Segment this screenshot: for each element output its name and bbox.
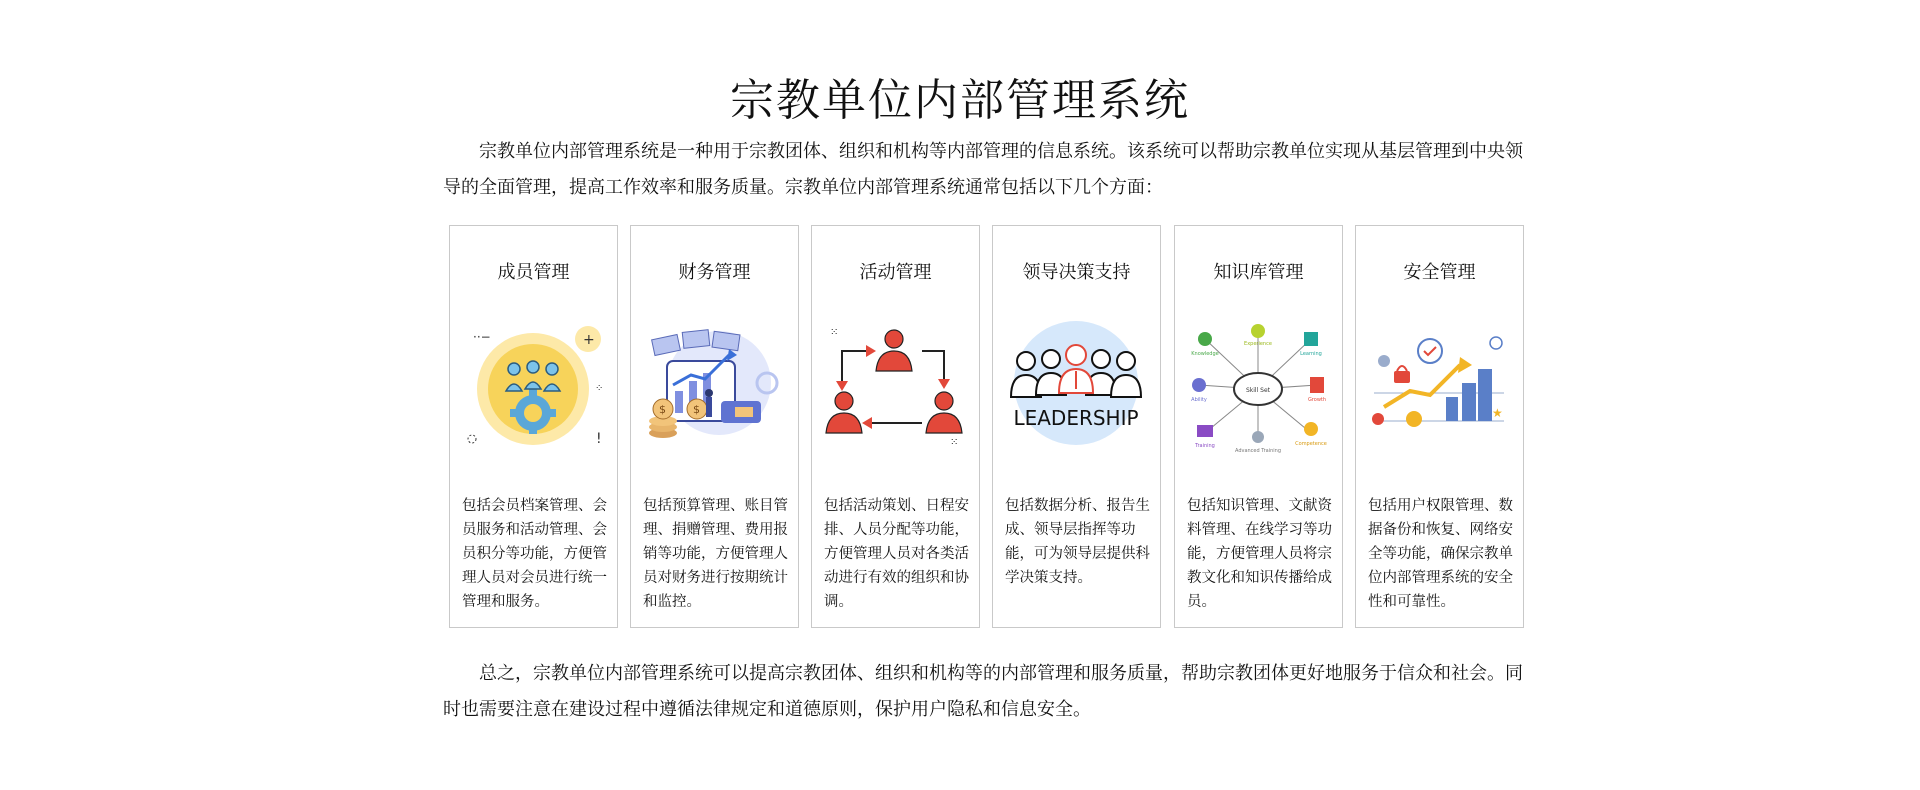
- svg-text:!: !: [596, 431, 602, 447]
- card-description: 包括会员档案管理、会员服务和活动管理、会员积分等功能，方便管理人员对会员进行统一管理和服务。: [462, 498, 607, 610]
- finance-management-icon: [639, 321, 790, 456]
- svg-text:$: $: [693, 403, 700, 416]
- card-knowledge-base: [1174, 225, 1343, 628]
- svg-text:⁙: ⁙: [950, 437, 959, 448]
- card-title: 安全管理: [1403, 262, 1476, 283]
- leadership-icon: [1001, 321, 1152, 456]
- intro-paragraph: 宗教单位内部管理系统是一种用于宗教团体、组织和机构等内部管理的信息系统。该系统可以帮助宗教单位实现从基层管理到中央领导的全面管理，提高工作效率和服务质量。宗教单位内部管理系统通常包括以下几个方面：: [443, 141, 1523, 198]
- card-description: 包括知识管理、文献资料管理、在线学习等功能，方便管理人员将宗教文化和知识传播给成员。: [1187, 498, 1332, 610]
- knowledge-label: Knowledge: [1191, 351, 1219, 357]
- knowledge-base-icon: [1183, 321, 1334, 456]
- ability-label: Ability: [1191, 397, 1207, 403]
- learning-label: Learning: [1300, 351, 1322, 357]
- skill-set-label: Skill Set: [1245, 387, 1271, 394]
- page-title: 宗教单位内部管理系统: [730, 75, 1190, 126]
- card-description: 包括活动策划、日程安排、人员分配等功能，方便管理人员对各类活动进行有效的组织和协调。: [824, 498, 969, 610]
- conclusion-paragraph: 总之，宗教单位内部管理系统可以提高宗教团体、组织和机构等的内部管理和服务质量，帮助宗教团体更好地服务于信众和社会。同时也需要注意在建设过程中遵循法律规定和道德原则，保护用户隐私和信息安全。: [443, 663, 1523, 720]
- card-description: 包括用户权限管理、数据备份和恢复、网络安全等功能，确保宗教单位内部管理系统的安全性和可靠性。: [1368, 498, 1513, 610]
- feature-cards: [449, 225, 1525, 630]
- card-title: 成员管理: [497, 262, 570, 283]
- svg-text:★: ★: [1492, 406, 1503, 420]
- advanced-training-label: Advanced Training: [1234, 448, 1282, 454]
- card-security-management: [1355, 225, 1524, 628]
- card-finance-management: [630, 225, 799, 628]
- svg-text:$: $: [659, 403, 666, 416]
- leadership-illustration-text: LEADERSHIP: [1013, 406, 1139, 430]
- card-title: 活动管理: [859, 262, 932, 283]
- growth-label: Growth: [1307, 397, 1327, 403]
- competence-label: Competence: [1295, 441, 1327, 447]
- experience-label: Experience: [1244, 341, 1272, 347]
- card-description: 包括数据分析、报告生成、领导层指挥等功能，可为领导层提供科学决策支持。: [1005, 498, 1150, 586]
- card-title: 领导决策支持: [1022, 262, 1131, 283]
- card-activity-management: [811, 225, 980, 628]
- training-label: Training: [1195, 443, 1215, 449]
- card-title: 知识库管理: [1213, 262, 1304, 283]
- card-description: 包括预算管理、账目管理、捐赠管理、费用报销等功能，方便管理人员对财务进行按期统计和监控。: [643, 498, 788, 610]
- svg-text:+: +: [583, 332, 595, 348]
- svg-text:··−: ··−: [473, 330, 491, 344]
- security-management-icon: [1364, 321, 1515, 456]
- svg-text:⁘: ⁘: [595, 383, 604, 394]
- card-title: 财务管理: [678, 262, 751, 283]
- card-leadership-support: [992, 225, 1161, 628]
- activity-management-icon: [820, 321, 971, 456]
- member-management-icon: [458, 321, 609, 456]
- svg-text:⁙: ⁙: [830, 327, 839, 338]
- card-member-management: [449, 225, 618, 628]
